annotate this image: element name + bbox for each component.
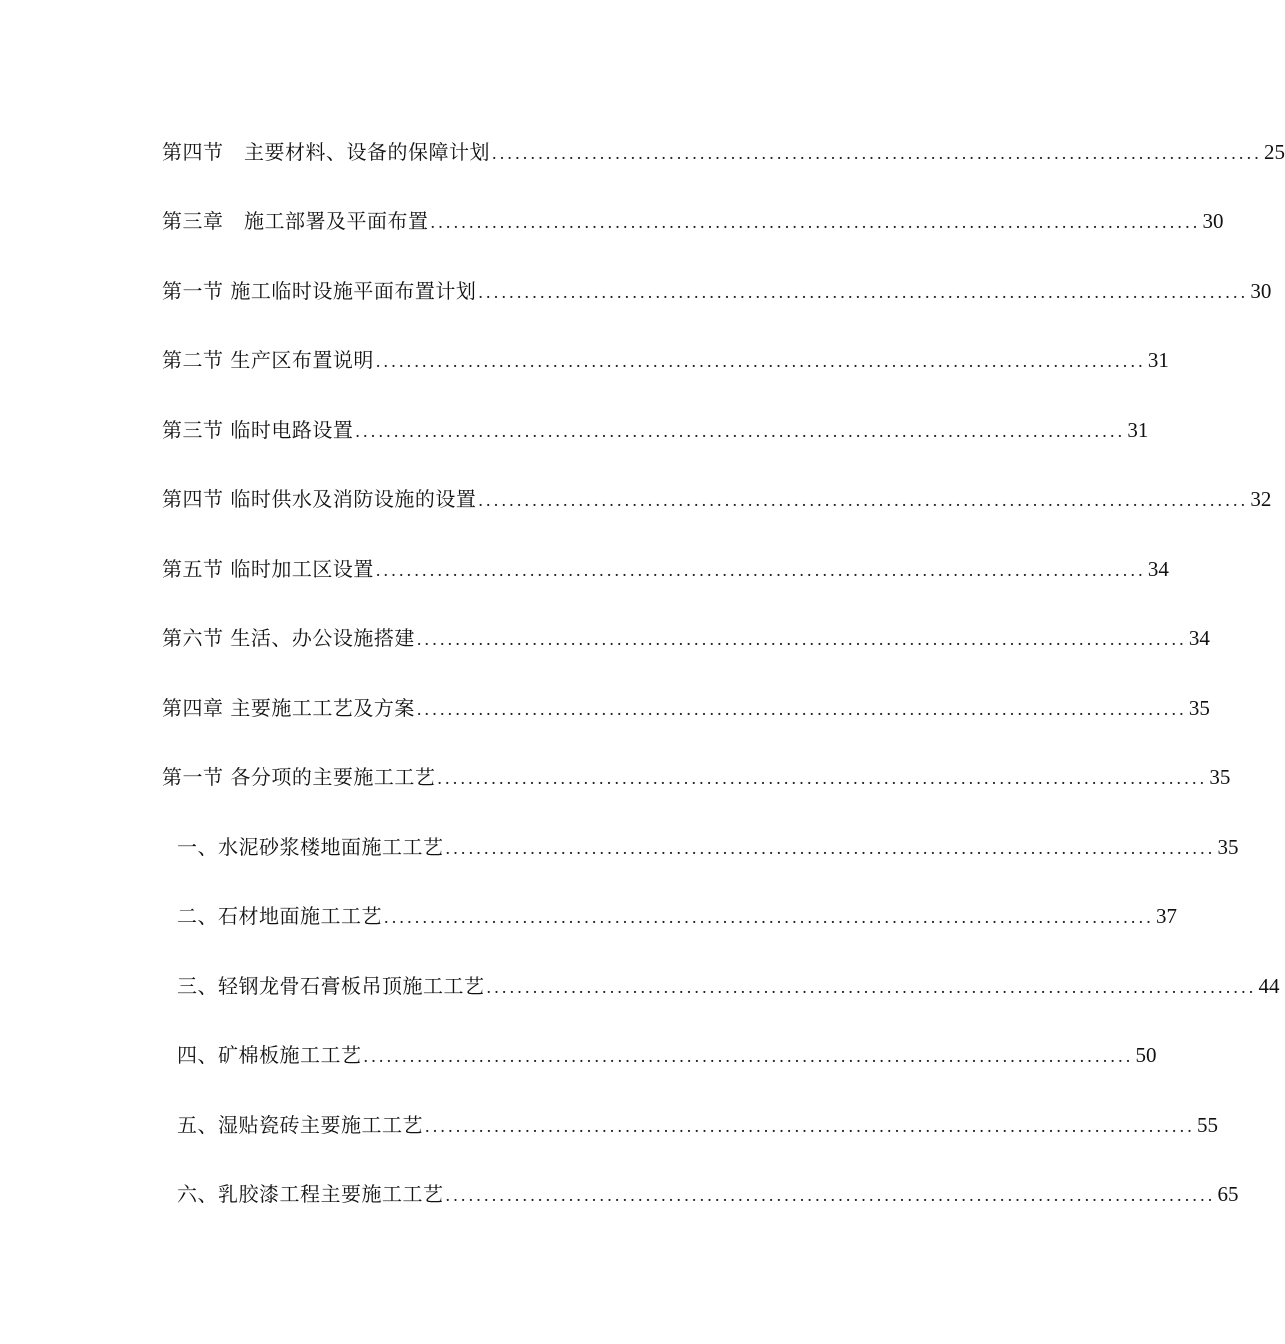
toc-entry[interactable] xyxy=(162,762,1231,792)
toc-entry[interactable] xyxy=(162,415,1149,445)
toc-entry-title: 六、乳胶漆工程主要施工工艺 xyxy=(177,1182,444,1206)
dot-leader: .................................................................................................... xyxy=(492,143,1262,163)
dot-leader: .................................................................................................... xyxy=(478,282,1249,302)
toc-entry-title: 一、水泥砂浆楼地面施工工艺 xyxy=(177,835,444,859)
toc-entry[interactable] xyxy=(162,484,1272,514)
toc-entry-title: 五、湿贴瓷砖主要施工工艺 xyxy=(177,1113,423,1137)
toc-entry[interactable] xyxy=(162,554,1169,584)
toc-entry[interactable] xyxy=(177,971,1280,1001)
toc-entry-page: 35 xyxy=(1209,765,1231,789)
dot-leader: .................................................................................................... xyxy=(384,907,1154,927)
dot-leader: .................................................................................................... xyxy=(445,1185,1216,1205)
toc-entry[interactable] xyxy=(162,345,1169,375)
dot-leader: .................................................................................................... xyxy=(355,421,1126,441)
toc-entry[interactable] xyxy=(162,276,1272,306)
toc-entry-title: 第六节 生活、办公设施搭建 xyxy=(162,626,415,650)
toc-entry-title: 第二节 生产区布置说明 xyxy=(162,348,374,372)
dot-leader: .................................................................................................... xyxy=(375,351,1146,371)
toc-entry-page: 55 xyxy=(1197,1113,1218,1137)
toc-entry-page: 34 xyxy=(1147,557,1169,581)
dot-leader: .................................................................................................... xyxy=(478,490,1249,510)
toc-entry-title: 第五节 临时加工区设置 xyxy=(162,557,374,581)
toc-entry[interactable] xyxy=(162,693,1210,723)
dot-leader: .................................................................................................... xyxy=(486,977,1257,997)
toc-entry-page: 65 xyxy=(1217,1182,1239,1206)
toc-entry-title: 第四节 临时供水及消防设施的设置 xyxy=(162,487,477,511)
toc-entry-title: 第四章 主要施工工艺及方案 xyxy=(162,696,415,720)
toc-entry[interactable] xyxy=(177,1110,1218,1140)
dot-leader: .................................................................................................... xyxy=(416,629,1187,649)
dot-leader: .................................................................................................... xyxy=(363,1046,1134,1066)
toc-entry-title: 第三节 临时电路设置 xyxy=(162,418,354,442)
toc-entry[interactable] xyxy=(177,832,1239,862)
toc-entry[interactable] xyxy=(177,1179,1239,1209)
toc-entry[interactable] xyxy=(162,623,1210,653)
toc-entry[interactable] xyxy=(177,901,1177,931)
toc-entry-page: 31 xyxy=(1127,418,1149,442)
toc-entry-page: 35 xyxy=(1188,696,1210,720)
toc-entry[interactable] xyxy=(162,206,1224,236)
toc-entry-page: 32 xyxy=(1250,487,1272,511)
toc-entry-page: 25 xyxy=(1264,140,1285,164)
toc-entry-page: 35 xyxy=(1217,835,1239,859)
dot-leader: .................................................................................................... xyxy=(425,1116,1195,1136)
toc-entry-page: 31 xyxy=(1147,348,1169,372)
toc-entry-title: 第四节 主要材料、设备的保障计划 xyxy=(162,140,490,164)
dot-leader: .................................................................................................... xyxy=(437,768,1208,788)
toc-entry-title: 第三章 施工部署及平面布置 xyxy=(162,209,429,233)
toc-entry-page: 30 xyxy=(1250,279,1272,303)
toc-entry-title: 第一节 施工临时设施平面布置计划 xyxy=(162,279,477,303)
toc-entry-page: 30 xyxy=(1202,209,1224,233)
dot-leader: .................................................................................................... xyxy=(430,212,1201,232)
toc-entry-title: 三、轻钢龙骨石膏板吊顶施工工艺 xyxy=(177,974,485,998)
dot-leader: .................................................................................................... xyxy=(416,699,1187,719)
toc-entry-page: 44 xyxy=(1258,974,1280,998)
toc-entry-page: 50 xyxy=(1135,1043,1157,1067)
toc-entry-title: 第一节 各分项的主要施工工艺 xyxy=(162,765,436,789)
toc-entry[interactable] xyxy=(177,1040,1157,1070)
toc-entry-title: 二、石材地面施工工艺 xyxy=(177,904,382,928)
dot-leader: .................................................................................................... xyxy=(375,560,1146,580)
toc-entry-title: 四、矿棉板施工工艺 xyxy=(177,1043,362,1067)
dot-leader: .................................................................................................... xyxy=(445,838,1216,858)
toc-entry[interactable] xyxy=(162,137,1285,167)
toc-entry-page: 37 xyxy=(1156,904,1177,928)
toc-entry-page: 34 xyxy=(1188,626,1210,650)
